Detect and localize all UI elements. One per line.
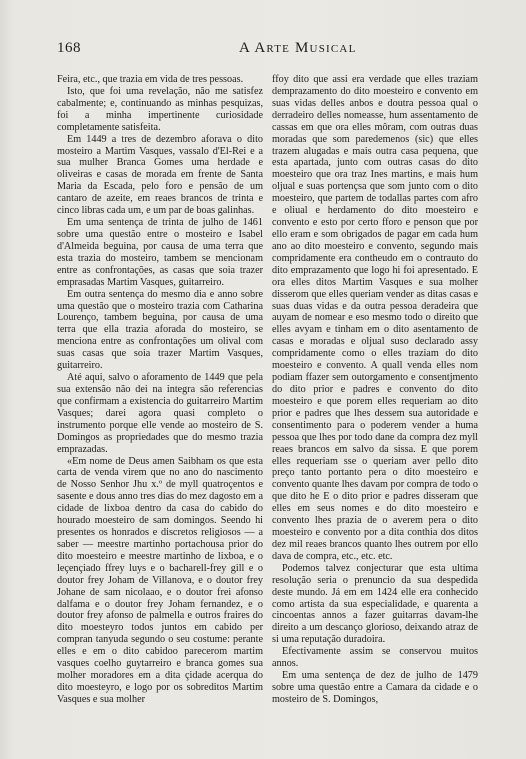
page-number: 168 xyxy=(57,40,81,56)
right-column xyxy=(272,74,478,706)
paragraph: ffoy dito que assi era verdade que elles traziam demprazamento do dito moesteiro e convento em suas vidas delles anbos e doutra pessoa qual o derradeiro delles nomeasse, hum assentamento de cassas em que ora elles môram, com outras duas moradas que som paredemenos (sic) que elles trazem alugadas e mais outra casa pequena, que esta apartada, junto com outras casas do dito moesteiro que ora traz Ines martins, e mais hum oljual e suas portençsa que som junto com o dito moesteiro, que partem de todallas partes com afro e oliual e herdamento do dito moesteiro e convento e esto por certo fforo e penson que por ello eram e som obrigados de pagar em cada hum ano ao dito moesteiro e convento, segundo mais compridamente era contheudo em o contrauto do dito emprazamento que logo hi foi apresentado. E ora elles ditos Martim Vasques e sua molher disserom que elles queriam vender as ditas casas e suas duas vidas e da outra pessoa deradeira que auyam de nomear e eso mesmo todo o direito que elles avyam e tinham em o dito asentamento de casas e moradas e oljual suso declarado assy compridamente como o elles traziam do dito moesteiro e convento. A quall venda elles nom podiam ffazer sem outorgamento e consentjmento do dito prior e padres e convento do dito moesteiro e que porem elles requeriam ao dito prior e padres que lhes dessem sua autoridade e consentimento para o poderem vender a huma pessoa que lhes por todo dane da compra dez myll reaes brancos em salvo da sissa. E que porem elles requeriam sse o queriam aver pello dito preço tanto portanto pera o dito moesteiro e convento quante lhes davam por compra de todo o que dito he E o dito prior e padres disseram que elles em seus nomes e do dito moesteiro e convento lhes prazia de o averem pera o dito moesteiro e convento por a dita conthia dos ditos dez mil reaes brancos quanto lhes outrem por ello dava de compra, etc., etc. etc. xyxy=(272,74,478,562)
page-header xyxy=(57,40,480,60)
paragraph: Podemos talvez conjecturar que esta ultima resolução seria o prenuncio da sua despedida deste mundo. Já em em 1424 elle era conhecido como artista da sua especialidade, e quarenta a cincoentas annos a fazer guitarras davam-lhe direito a um descanço glorioso, deixando atraz de si uma reputação duradoira. xyxy=(272,562,478,646)
paragraph: Efectivamente assim se conservou muitos annos. xyxy=(272,646,478,670)
left-column xyxy=(57,74,263,706)
paragraph: Até aqui, salvo o aforamento de 1449 que pela sua extensão não dei na integra são referencias que confirmam a existencia do guitarreiro Martim Vasques; darei agora quasi completo o instrumento porque elle vende ao mosteiro de S. Domingos as propriedades que do mesmo trazia emprazadas. xyxy=(57,372,263,455)
paragraph: Em uma sentença de dez de julho de 1479 sobre uma questão entre a Camara da cidade e o mosteiro de S. Domingos, xyxy=(272,670,478,705)
paragraph: Em 1449 a tres de dezembro aforava o dito mosteiro a Martim Vasques, vassalo d'El-Rei e a sua mulher Branca Gomes uma herdade e oliveiras e casas de morada em frente de Santa Maria da Escada, pelo foro e pensão de um cantaro de azeite, em reaes brancos de trinta e cinco libras cada um, e um par de boas galinhas. xyxy=(57,133,263,217)
paragraph: Em outra sentença do mesmo dia e anno sobre uma questão que o mosteiro trazia com Catharina Lourenço, tambem beguina, por causa de uma terra que ella trazia aforada do mosteiro, se menciona entre as confrontações um olival com suas casas que soia trazer Martim Vasques, guitarreiro. xyxy=(57,288,263,372)
paragraph: Em uma sentença de trinta de julho de 1461 sobre uma questão entre o mosteiro e Isabel d'Almeida beguina, por causa de uma terra que esta trazia do mosteiro, tambem se mencionam entre as confrontações, as casas que soia trazer emprasadas Martim Vasques, guitarreiro. xyxy=(57,217,263,288)
running-title: A Arte Musical xyxy=(239,40,357,56)
paragraph: Isto, que foi uma revelação, não me satisfez cabalmente; e, continuando as minhas pesquizas, foi a minha impertinente curiosidade completamente satisfeita. xyxy=(57,85,263,133)
paragraph: Feira, etc., que trazia em vida de tres pessoas. xyxy=(57,74,244,85)
paragraph: «Em nome de Deus amen Saibham os que esta carta de venda virem que no ano do nascimento de Nosso Senhor Jhu x.º de myll quatroçentos e sasente e dous anno tres dias do mez dagosto em a cidade de lixboa dentro da casa do cabido do hourado moesteiro de sam domingos. Seendo hi presentes os honrados e discretos religiosos — a saber — meestre martinho portachousa prior do dito moesteiro e meestre martinho de lixboa, e o leçençiado ffrey luys e o bacharell-frey gill e o doutor frey Joham de Villanova, e o doutor frey Johane de sam nicolaao, e o doutor frei afonso dalfama e o doutor frey Joham fernandez, e o doutor frey afonso de palmella e outros fraires do dito moesteyro todos juntos em cabido per compran tanyuda segundo o seu costume: perante elles e em o dito cabidoo parecerom martim vasques coelho guytarreiro e branca gomes sua molher moradores em a dita çidade acerqua do dito moesteyro, e logo por os sobreditos Martim Vasques e sua molher xyxy=(57,455,263,705)
